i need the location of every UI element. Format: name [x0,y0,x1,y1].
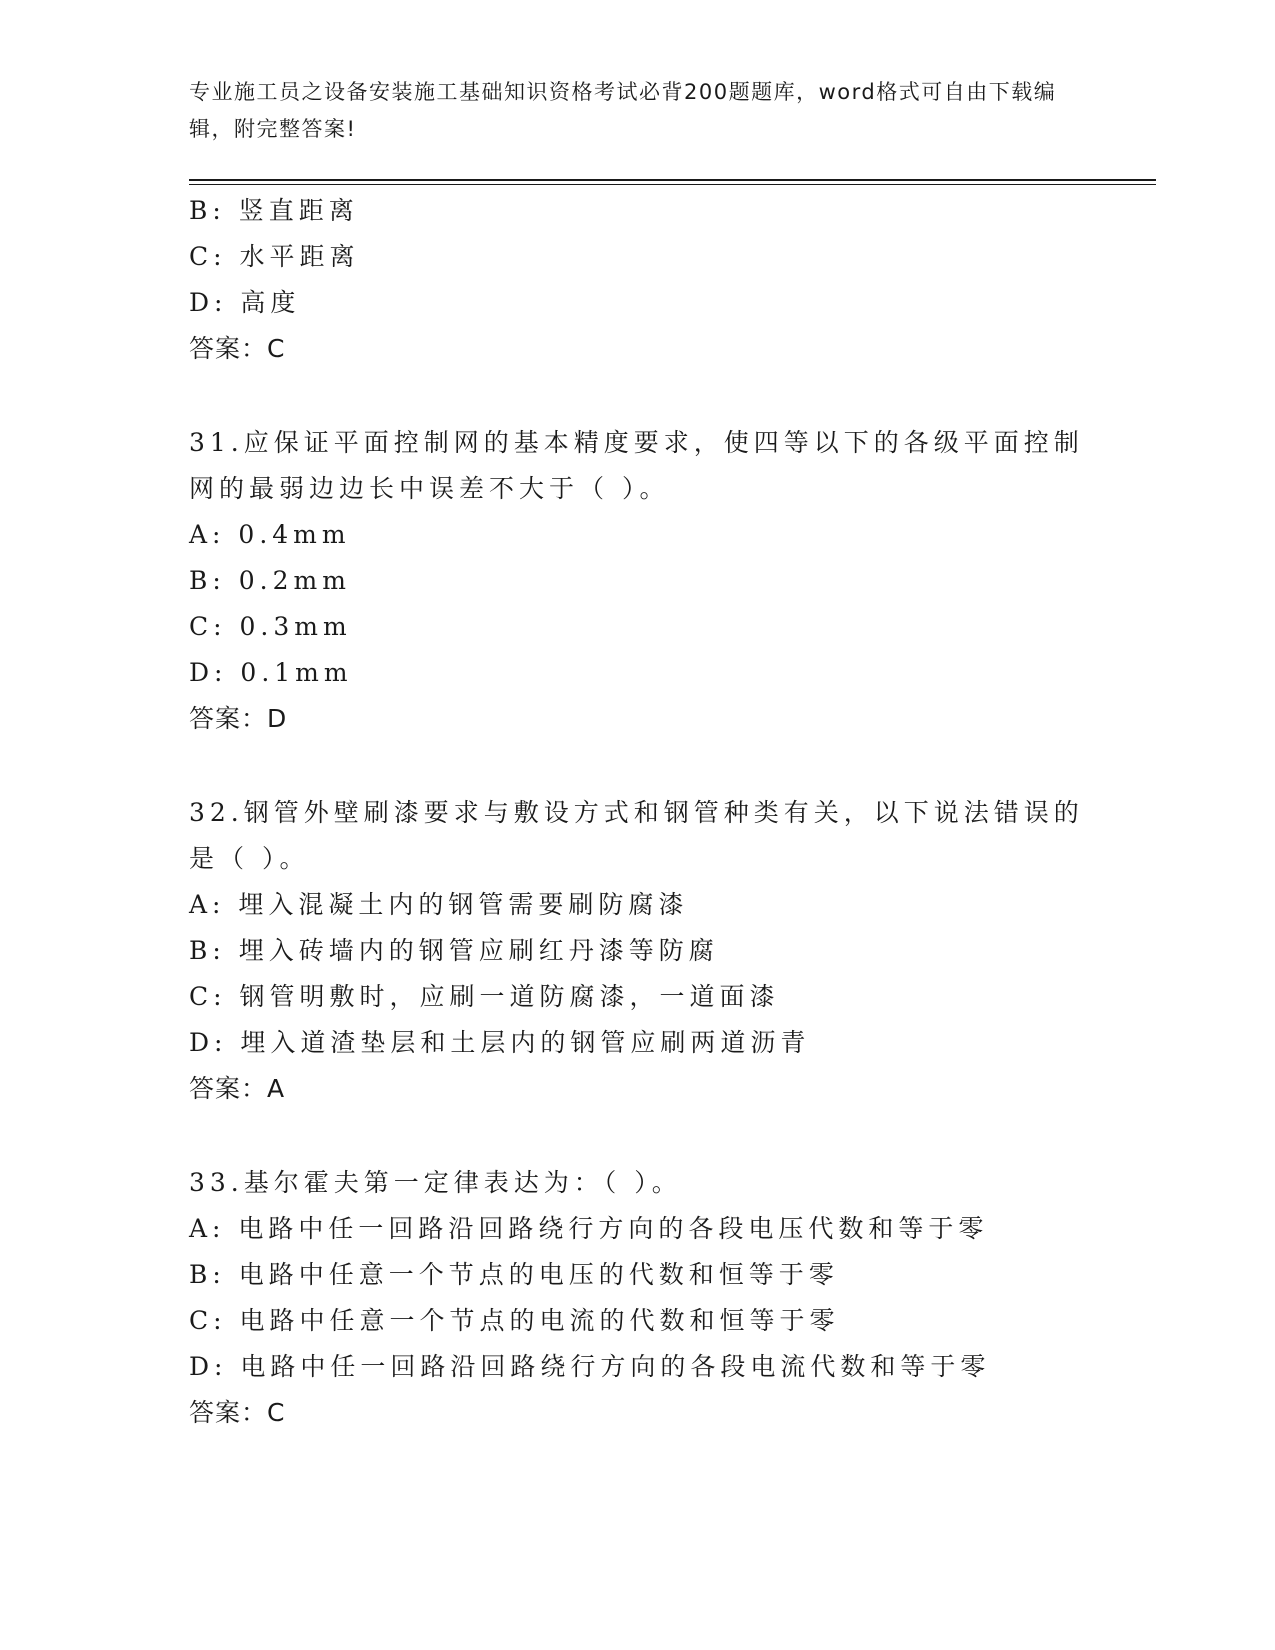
answer-line: 答案：D [189,704,288,733]
option-b: B: 电路中任意一个节点的电压的代数和恒等于零 [189,1260,839,1289]
header-title: 专业施工员之设备安装施工基础知识资格考试必背200题题库，word格式可自由下载编辑，附完整答案! [189,80,1057,141]
option-c: C: 电路中任意一个节点的电流的代数和恒等于零 [189,1306,840,1335]
question-block-32 [189,790,1089,1112]
question-block-partial [189,188,1089,372]
question-text: 31.应保证平面控制网的基本精度要求，使四等以下的各级平面控制网的最弱边边长中误差不大于（ ）。 [189,428,1084,503]
question-text: 33.基尔霍夫第一定律表达为：（ ）。 [189,1168,682,1197]
option-a: A: 0.4mm [189,520,351,549]
option-c: C: 0.3mm [189,612,352,641]
document-header [189,74,1069,148]
option-b: B: 埋入砖墙内的钢管应刷红丹漆等防腐 [189,936,719,965]
option-d: D: 0.1mm [189,658,353,687]
option-a: A: 电路中任一回路沿回路绕行方向的各段电压代数和等于零 [189,1214,989,1243]
option-b: B: 竖直距离 [189,196,359,225]
option-d: D: 埋入道渣垫层和土层内的钢管应刷两道沥青 [189,1028,811,1057]
option-d: D: 电路中任一回路沿回路绕行方向的各段电流代数和等于零 [189,1352,991,1381]
option-d: D: 高度 [189,288,301,317]
option-a: A: 埋入混凝土内的钢管需要刷防腐漆 [189,890,689,919]
question-block-33 [189,1160,1089,1436]
answer-line: 答案：C [189,1398,286,1427]
option-b: B: 0.2mm [189,566,351,595]
option-c: C: 水平距离 [189,242,360,271]
answer-line: 答案：A [189,1074,286,1103]
question-block-31 [189,420,1089,742]
header-divider-thin [189,184,1156,185]
question-text: 32.钢管外壁刷漆要求与敷设方式和钢管种类有关，以下说法错误的是（ ）。 [189,798,1084,873]
header-divider [189,179,1156,181]
answer-line: 答案：C [189,334,286,363]
question-list [189,188,1089,1436]
option-c: C: 钢管明敷时，应刷一道防腐漆，一道面漆 [189,982,780,1011]
